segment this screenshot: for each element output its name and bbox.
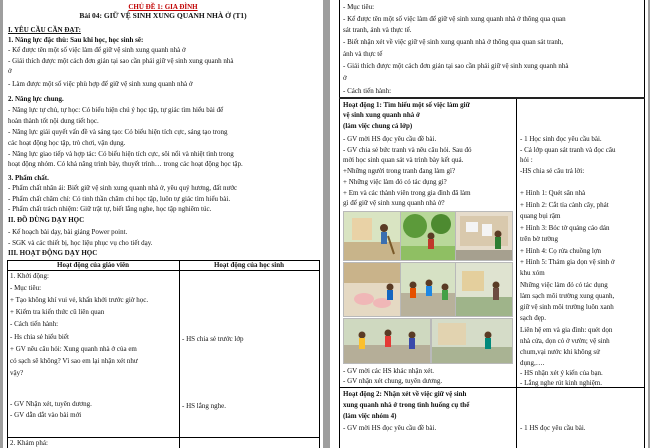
student-cell: + Hình 3: Bóc tờ quảng cáo dán xyxy=(520,224,610,232)
text-line: các hoạt động học tập, trò chơi, vận dụng. xyxy=(8,139,126,147)
table-cell: - Hs chia sẻ hiểu biết xyxy=(10,333,69,341)
section-materials-title: II. ĐỒ DÙNG DẠY HỌC xyxy=(8,216,85,224)
table-cell: + Em và các thành viên trong gia đình đã làm xyxy=(343,189,471,197)
pruning-picture-2 xyxy=(400,211,456,261)
text-line: - Cách tiến hành: xyxy=(343,87,392,95)
text-line: - Làm được một số việc phù hợp để giữ vệ sinh xung quanh nhà ở xyxy=(8,80,193,88)
table-cell: + Kiểm tra kiến thức cũ liên quan xyxy=(10,308,105,316)
table-cell: +Những người trong tranh đang làm gì? xyxy=(343,167,456,175)
table-cell: - HS chia sẻ trước lớp xyxy=(182,335,244,343)
poster-removal-picture-3 xyxy=(455,211,513,261)
sweeping-picture-1 xyxy=(343,211,401,261)
table-cell: vậy? xyxy=(10,369,24,377)
table-cell: - Mục tiêu: xyxy=(10,284,42,292)
activity-2-title: Hoạt động 2: Nhận xét về việc giữ vệ sinh xyxy=(343,390,467,398)
table-cell: - GV mời các HS khác nhận xét. xyxy=(343,367,435,375)
student-cell: - 1 Học sinh đọc yêu cầu bài. xyxy=(520,135,602,143)
table-cell: - GV mời HS đọc yêu cầu đề bài. xyxy=(343,424,437,432)
student-cell: + Hình 1: Quét sân nhà xyxy=(520,189,586,197)
table-header-teacher: Hoạt động của giáo viên xyxy=(57,261,129,269)
student-cell: + Hình 2: Cắt tỉa cành cây, phát xyxy=(520,201,609,209)
text-line: - Giải thích được một cách đơn giản tại sao cần phải giữ vệ sinh xung quanh nhà xyxy=(8,57,234,65)
left-page xyxy=(3,0,323,448)
text-line: - Kể được tên một số việc làm để giữ vệ sinh xung quanh nhà ở xyxy=(8,46,186,54)
student-cell: -HS chia sẻ câu trả lời: xyxy=(520,167,585,175)
text-line: - Giải thích được một cách đơn giản tại sao cần phải giữ vệ sinh xung quanh nhà xyxy=(343,62,569,70)
table-cell: gì để giữ vệ sinh xung quanh nhà ở? xyxy=(343,199,445,207)
student-cell: - Cả lớp quan sát tranh và đọc câu xyxy=(520,146,616,154)
activity-1-title: vệ sinh xung quanh nhà ở xyxy=(343,111,420,119)
text-line: sát tranh, ảnh và thực tế. xyxy=(343,26,412,34)
text-line: - Kể được tên một số việc làm để giữ vệ sinh xung quanh nhà ở thông qua quan xyxy=(343,15,566,23)
table-cell: có sạch sẽ không? Vì sao em lại nhận xét như xyxy=(10,357,138,365)
pigsty-cleaning-picture-4 xyxy=(343,262,401,317)
text-line: hoàn thành tốt nội dung tiết học. xyxy=(8,117,99,125)
student-cell: - HS nhận xét ý kiến của bạn. xyxy=(520,369,603,377)
text-line: - Mục tiêu: xyxy=(343,3,375,11)
student-cell: - 1 HS đọc yêu cầu bài. xyxy=(520,424,586,432)
student-cell: - Lắng nghe rút kinh nghiệm. xyxy=(520,379,603,387)
text-line: - Phẩm chất nhân ái: Biết giữ vệ sinh xung quanh nhà ở, yêu quý hương, đất nước xyxy=(8,184,238,192)
table-cell: - Cách tiến hành: xyxy=(10,320,59,328)
extra-picture-6 xyxy=(431,318,513,364)
student-cell: sạch đẹp. xyxy=(520,314,547,322)
student-cell: trên bờ tường xyxy=(520,235,559,243)
student-cell: khu xóm xyxy=(520,269,545,277)
activity-2-title: xung quanh nhà ở trong tình huống cụ thể xyxy=(343,401,470,409)
text-line: - Kế hoạch bài dạy, bài giảng Power point. xyxy=(8,228,128,236)
table-cell: 1. Khởi động: xyxy=(10,272,49,280)
text-line: - SGK và các thiết bị, học liệu phục vụ cho tiết dạy. xyxy=(8,239,153,247)
student-cell: làm sạch môi trường xung quanh, xyxy=(520,292,615,300)
section-activities-title: III. HOẠT ĐỘNG DẠY HỌC xyxy=(8,249,98,257)
student-cell: + Hình 5: Thám gia dọn vệ sinh ở xyxy=(520,258,615,266)
text-line: ở xyxy=(8,67,12,75)
text-line: - Năng lực giải quyết vấn đề và sáng tạo: Có biểu hiện tích cực, sáng tạo trong xyxy=(8,128,228,136)
table-cell: - GV chia sẻ bức tranh và nêu câu hỏi. Sau đó xyxy=(343,146,472,154)
activity-1-mode: (làm việc chung cả lớp) xyxy=(343,122,413,130)
activity-1-title: Hoạt động 1: Tìm hiểu một số việc làm giữ xyxy=(343,101,470,109)
student-cell: hỏi : xyxy=(520,156,533,164)
student-cell: chum,vại nước khi không sử xyxy=(520,348,600,356)
specific-competency-heading: 1. Năng lực đặc thù: Sau khi học, học sinh sẽ: xyxy=(8,36,144,44)
text-line: - Phẩm chất chăm chỉ: Có tinh thần chăm chỉ học tập, luôn tự giác tìm hiểu bài. xyxy=(8,195,231,203)
table-cell: + GV nêu câu hỏi: Xung quanh nhà ở của em xyxy=(10,345,137,353)
chapter-title: CHỦ ĐỀ 1: GIA ĐÌNH xyxy=(128,3,198,11)
neighborhood-cleanup-picture-5 xyxy=(400,262,456,317)
table-cell: - GV nhận xét chung, tuyên dương. xyxy=(343,377,443,385)
student-cell: nhà cửa, dọn cỏ ở vườn; vệ sinh xyxy=(520,337,610,345)
text-line: - Biết nhận xét về việc giữ vệ sinh xung quanh nhà ở thông qua quan sát tranh, xyxy=(343,38,564,46)
text-line: - Phẩm chất trách nhiệm: Giữ trật tự, biết lắng nghe, học tập nghiêm túc. xyxy=(8,205,212,213)
table-cell: - GV dẫn dắt vào bài mới xyxy=(10,411,82,419)
table-cell: + Tạo không khí vui vẻ, khấn khởi trước giờ học. xyxy=(10,296,149,304)
general-competency-heading: 2. Năng lực chung. xyxy=(8,95,64,103)
student-cell: giữ vệ sinh môi trường luôn xanh xyxy=(520,303,614,311)
student-cell: quang bụi rậm xyxy=(520,212,561,220)
text-line: hoạt động nhóm. Có khả năng trình bày, thuyết trình… trong các hoạt động học tập. xyxy=(8,160,243,168)
text-line: ảnh và thực tế xyxy=(343,50,383,58)
table-cell: - GV Nhận xét, tuyên dương. xyxy=(10,400,92,408)
student-cell: + Hình 4: Cọ rửa chuồng lợn xyxy=(520,247,602,255)
extra-picture-6 xyxy=(455,262,513,317)
student-cell: Những việc làm đó có tác dụng xyxy=(520,281,608,289)
activity-2-mode: (làm việc nhóm 4) xyxy=(343,412,397,420)
table-cell: + Những việc làm đó có tác dụng gì? xyxy=(343,178,447,186)
table-header-student: Hoạt động của học sinh xyxy=(213,261,285,269)
table-cell: 2. Khám phá: xyxy=(10,439,48,447)
text-line: - Năng lực giao tiếp và hợp tác: Có biểu hiện tích cực, sôi nổi và nhiệt tình trong xyxy=(8,150,234,158)
text-line: ở xyxy=(343,74,347,82)
right-page xyxy=(330,0,648,448)
qualities-heading: 3. Phẩm chất. xyxy=(8,174,49,182)
student-cell: dụng,…. xyxy=(520,359,545,367)
section-requirements-title: I. YÊU CẦU CẦN ĐẠT: xyxy=(8,26,81,34)
table-cell: - GV mời HS đọc yêu cầu đề bài. xyxy=(343,135,437,143)
text-line: - Năng lực tự chủ, tự học: Có biểu hiện chú ý học tập, tự giác tìm hiểu bài để xyxy=(8,106,224,114)
table-cell: - HS lắng nghe. xyxy=(182,402,226,410)
student-cell: Liên hệ em và gia đình: quét dọn xyxy=(520,326,613,334)
table-cell: mời học sinh quan sát và trình bày kết quả. xyxy=(343,156,464,164)
lesson-title: Bài 04: GIỮ VỆ SINH XUNG QUANH NHÀ Ở (T1) xyxy=(79,11,247,20)
neighborhood-cleanup-picture-5 xyxy=(343,318,431,364)
